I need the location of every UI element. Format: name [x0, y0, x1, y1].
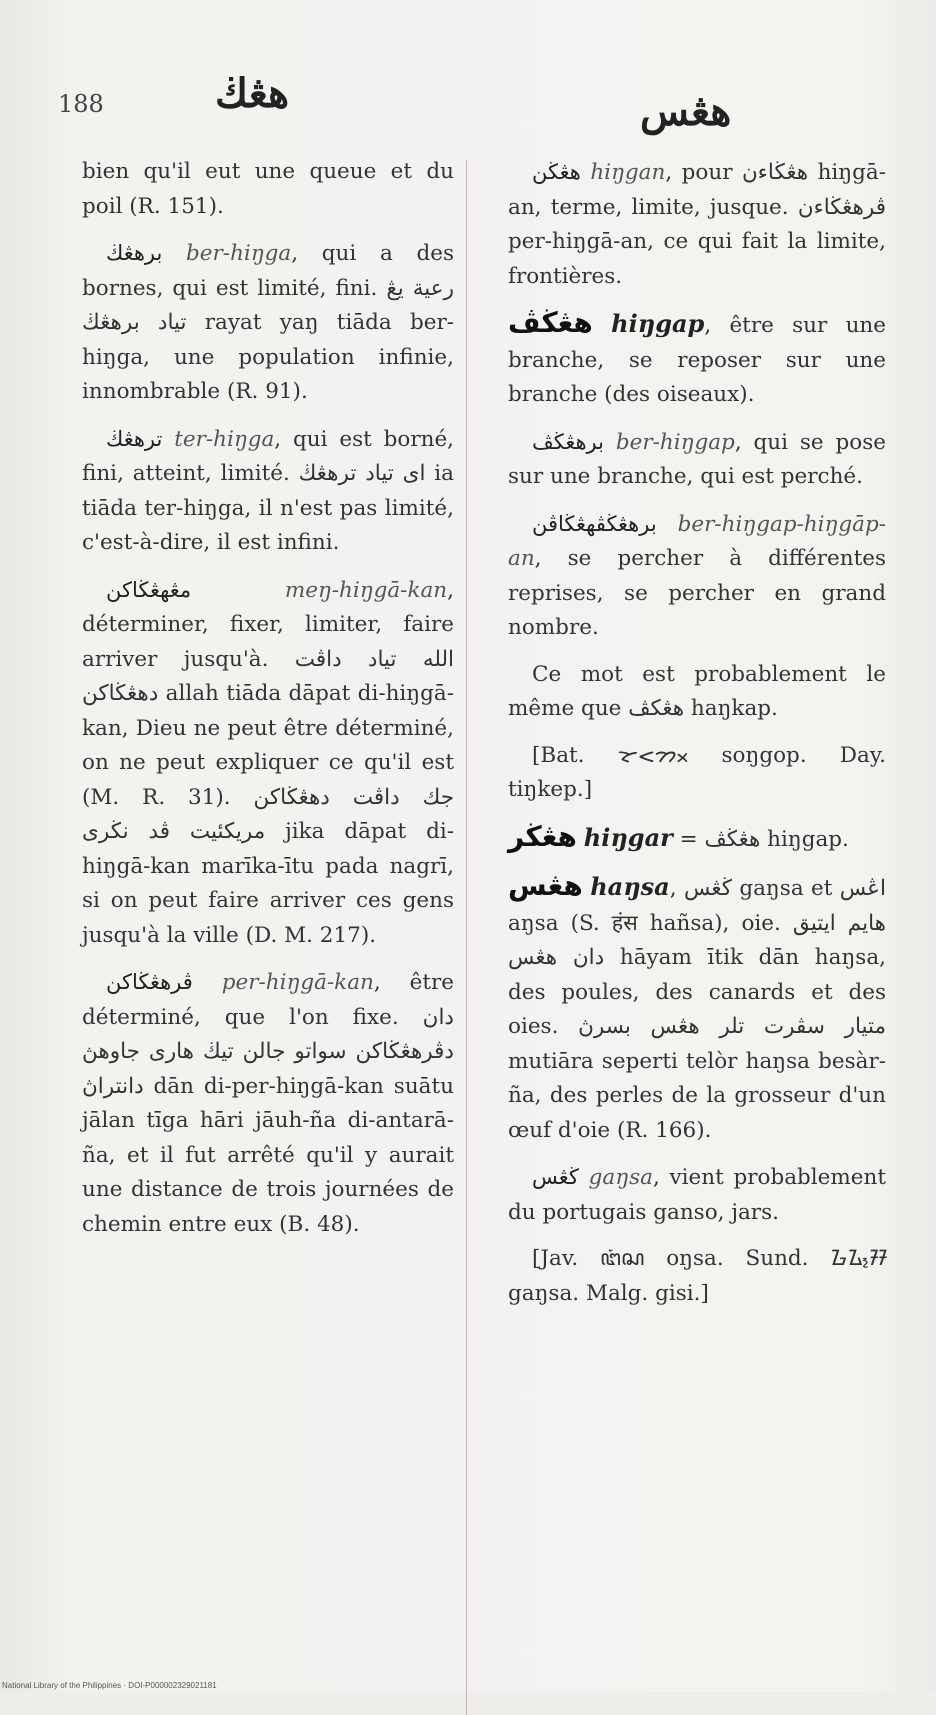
page-number: 188: [58, 90, 104, 118]
headword-entry: هڠس haŋsa, ڬڠس gaŋsa et اڠس aŋsa (S. हंस hañsa), oie. هايم ايتيق دان هڠس hāyam ītik dān haŋsa, des poules, des canards et des oies. متيار سڤرت تلر هڠس بسرڽ mutiāra seperti telòr haŋsa besàr-ña, des perles de la grosseur d'un œuf d'oie (R. 166).: [508, 869, 887, 1143]
entry: مڠهڠڬاكن meŋ-hiŋgā-kan, déterminer, fixer, limiter, faire arriver jusqu'à. الله تياد داڤت دهڠڬاكن allah tiāda dāpat di-hiŋgā-kan, Dieu ne peut être déterminé, on ne peut expliquer ce qu'il est (M. R. 31). جك داڤت دهڠڬاكن مريكئيت ڤد نڬرى jika dāpat di-hiŋgā-kan marīka-ītu pada nagrī, si on peut faire arriver ces gens jusqu'à la ville (D. M. 217).: [82, 577, 455, 948]
headword-entry: هڠڬڤ hiŋgap, être sur une branche, se reposer sur une branche (des oiseaux).: [508, 306, 886, 407]
scan-footer: National Library of the Philippines · DOI-P000002329021181: [2, 1681, 217, 1690]
headword-entry: هڠڬر hiŋgar = هڠڬڤ hiŋgap.: [508, 819, 849, 853]
entry: bien qu'il eut une queue et du poil (R. 151).: [82, 159, 454, 219]
entry: [Jav. ꦔꦁꦱ oŋsa. Sund. ᮌᮍ᮪ᮞ gaŋsa. Malg. gisi.]: [508, 1246, 886, 1306]
column-divider: [466, 160, 467, 1715]
entry: ڤرهڠڬاكن per-hiŋgā-kan, être déterminé, que l'on fixe. دان دڤرهڠڬاكن سواتو جالن تيڬ هارى جاوهڽ دانتراڽ dān di-per-hiŋgā-kan suātu jālan tīga hāri jāuh-ña di-antarā-ña, et il fut arrêté qu'il y aurait une distance de trois journées de chemin entre eux (B. 48).: [82, 970, 454, 1237]
running-head-left: هڠڬ: [215, 70, 290, 117]
right-column: [508, 155, 886, 1323]
entry: [Bat. ᯘᯝᯂᯬ soŋgop. Day. tiŋkep.]: [508, 742, 886, 802]
entry: ڬڠس gaŋsa, vient probablement du portugais ganso, jars.: [508, 1165, 887, 1225]
entry: Ce mot est probablement le même que هڠكڤ haŋkap.: [508, 661, 886, 721]
entry: برهڠڬ ber-hiŋga, qui a des bornes, qui est limité, fini. رعية يڠ تياد برهڠڬ rayat yaŋ tiāda ber-hiŋga, une population infinie, innombrable (R. 91).: [82, 241, 454, 404]
left-column: [82, 155, 454, 1254]
entry: هڠڬن hiŋgan, pour هڠڬاءن hiŋgā-an, terme, limite, jusque. ڤرهڠڬاءن per-hiŋgā-an, ce qui fait la limite, frontières.: [508, 160, 886, 289]
running-head-right: هڠس: [640, 88, 732, 135]
entry: برهڠڬڤهڠڬاڤن ber-hiŋgap-hiŋgāp-an, se percher à différentes reprises, se percher en grand nombre.: [508, 511, 886, 640]
entry: برهڠڬڤ ber-hiŋgap, qui se pose sur une branche, qui est perché.: [508, 429, 887, 489]
entry: ترهڠڬ ter-hiŋga, qui est borné, fini, atteint, limité. اى تياد ترهڠڬ ia tiāda ter-hiŋga, il n'est pas limité, c'est-à-dire, il est infini.: [82, 426, 454, 555]
